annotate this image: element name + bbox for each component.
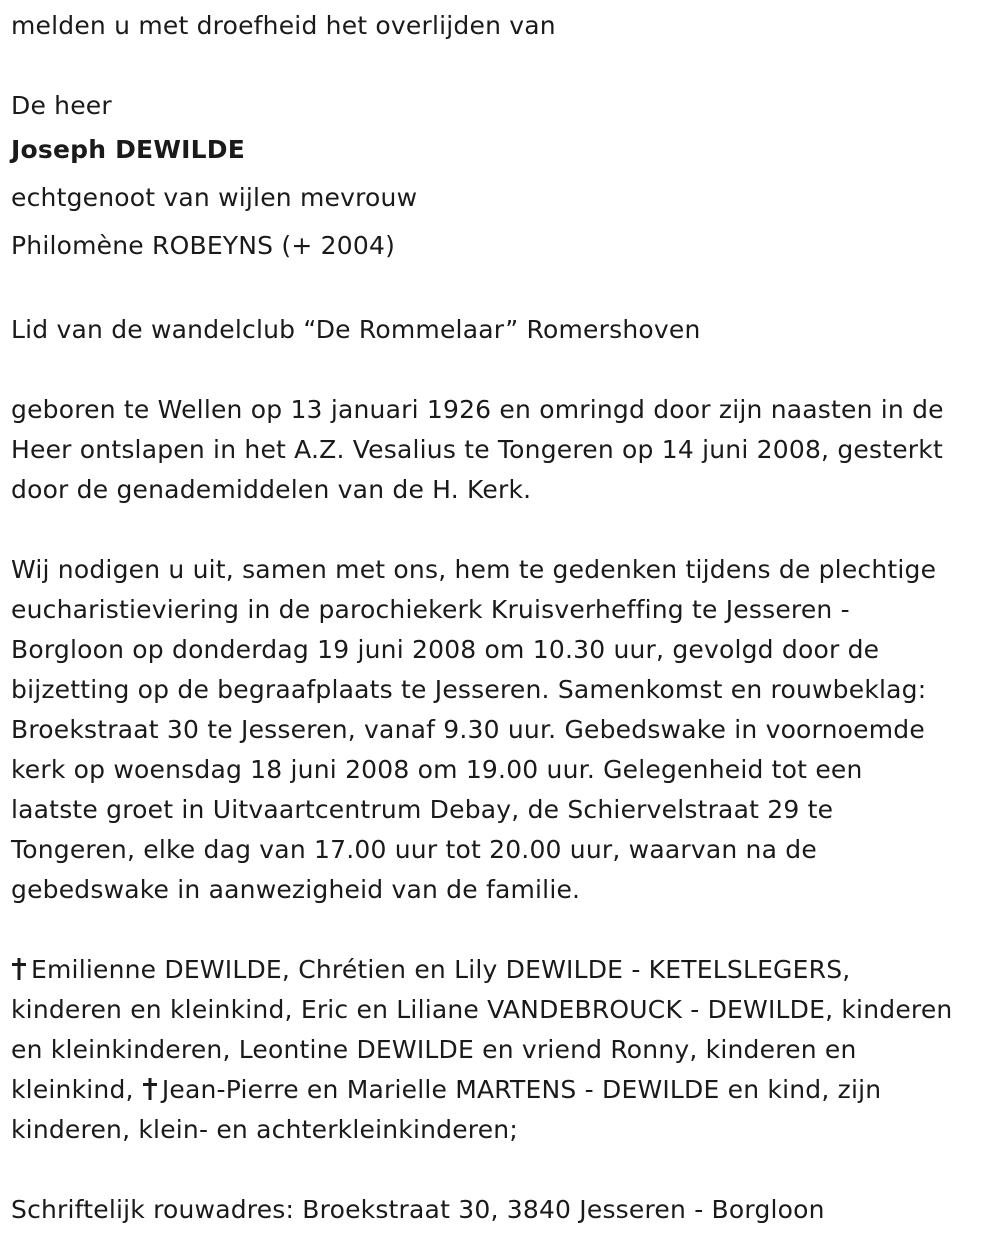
family-text: kleinkind, <box>11 1075 134 1104</box>
family-paragraph <box>11 950 991 1150</box>
latin-cross-icon <box>142 1078 158 1100</box>
spacer <box>11 1150 991 1190</box>
spacer <box>11 270 991 310</box>
paragraph-line: laatste groet in Uitvaartcentrum Debay, de Schiervelstraat 29 te <box>11 795 834 824</box>
paragraph-line: geboren te Wellen op 13 januari 1926 en omringd door zijn naasten in de <box>11 395 944 424</box>
paragraph-line: Tongeren, elke dag van 17.00 uur tot 20.00 uur, waarvan na de <box>11 835 817 864</box>
invitation-paragraph <box>11 550 991 910</box>
club-membership: Lid van de wandelclub “De Rommelaar” Romershoven <box>11 315 701 344</box>
mourning-address: Schriftelijk rouwadres: Broekstraat 30, 3840 Jesseren - Borgloon <box>11 1195 825 1224</box>
paragraph-line <box>11 1070 991 1110</box>
spacer <box>11 350 991 390</box>
paragraph-line <box>11 950 991 990</box>
obituary-notice <box>11 6 991 1230</box>
paragraph-line: kerk op woensdag 18 juni 2008 om 19.00 uur. Gelegenheid tot een <box>11 755 863 784</box>
spouse-line-2: Philomène ROBEYNS (+ 2004) <box>11 231 396 260</box>
paragraph-line: Wij nodigen u uit, samen met ons, hem te gedenken tijdens de plechtige <box>11 555 937 584</box>
paragraph-line: kinderen, klein- en achterkleinkinderen; <box>11 1115 518 1144</box>
paragraph-line: eucharistieviering in de parochiekerk Kruisverheffing te Jesseren - <box>11 595 850 624</box>
spacer <box>11 510 991 550</box>
paragraph-line: gebedswake in aanwezigheid van de familie. <box>11 875 581 904</box>
latin-cross-icon <box>11 958 27 980</box>
honorific: De heer <box>11 91 112 120</box>
paragraph-line: Broekstraat 30 te Jesseren, vanaf 9.30 uur. Gebedswake in voornoemde <box>11 715 925 744</box>
spouse-line-1: echtgenoot van wijlen mevrouw <box>11 183 418 212</box>
paragraph-line: en kleinkinderen, Leontine DEWILDE en vriend Ronny, kinderen en <box>11 1035 857 1064</box>
paragraph-line: door de genademiddelen van de H. Kerk. <box>11 475 532 504</box>
family-text: Emilienne DEWILDE, Chrétien en Lily DEWILDE - KETELSLEGERS, <box>31 955 851 984</box>
paragraph-line: kinderen en kleinkind, Eric en Liliane VANDEBROUCK - DEWILDE, kinderen <box>11 995 953 1024</box>
family-text: Jean-Pierre en Marielle MARTENS - DEWILDE en kind, zijn <box>161 1075 882 1104</box>
paragraph-line: Heer ontslapen in het A.Z. Vesalius te Tongeren op 14 juni 2008, gesterkt <box>11 435 943 464</box>
spacer <box>11 46 991 86</box>
paragraph-line: bijzetting op de begraafplaats te Jesseren. Samenkomst en rouwbeklag: <box>11 675 927 704</box>
paragraph-line: Borgloon op donderdag 19 juni 2008 om 10.30 uur, gevolgd door de <box>11 635 880 664</box>
deceased-name: Joseph DEWILDE <box>11 135 245 164</box>
spacer <box>11 910 991 950</box>
birth-paragraph <box>11 390 991 510</box>
intro-text: melden u met droefheid het overlijden van <box>11 11 556 40</box>
